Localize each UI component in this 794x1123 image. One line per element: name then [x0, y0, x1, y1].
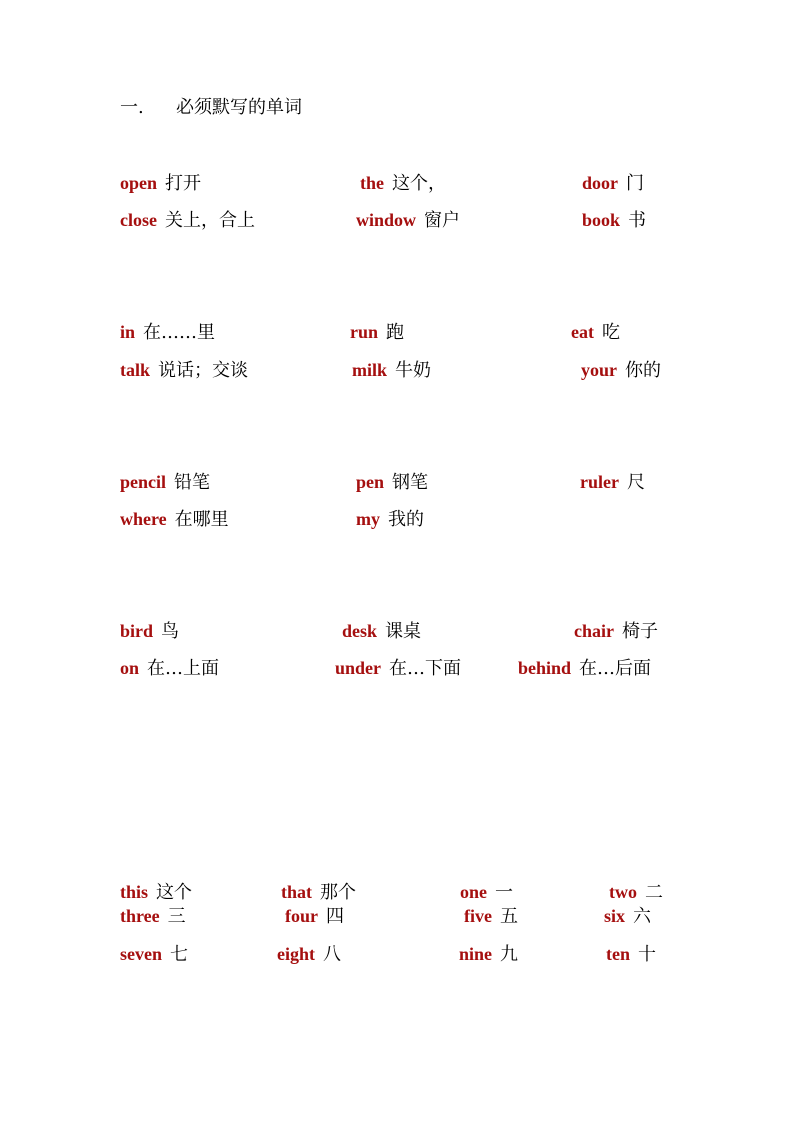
word-entry-your — [581, 358, 661, 383]
word-entry-three — [120, 904, 186, 929]
chinese-meaning: 说话；交谈 — [158, 360, 249, 381]
chinese-meaning: 椅子 — [622, 621, 658, 642]
chinese-meaning: 铅笔 — [174, 472, 211, 493]
chinese-meaning: 在…下面 — [389, 658, 462, 679]
english-word: where — [120, 509, 167, 529]
chinese-meaning: 六 — [633, 906, 652, 927]
chinese-meaning: 你的 — [625, 360, 661, 381]
english-word: close — [120, 210, 157, 230]
word-entry-ruler — [580, 470, 645, 495]
chinese-meaning: 门 — [626, 173, 644, 194]
word-entry-seven — [120, 942, 188, 967]
word-entry-my — [356, 507, 424, 532]
section-heading — [120, 96, 302, 120]
english-word: seven — [120, 944, 162, 964]
english-word: the — [360, 173, 384, 193]
chinese-meaning: 十 — [638, 944, 656, 965]
word-entry-pen — [356, 470, 428, 495]
chinese-meaning: 吃 — [601, 322, 620, 343]
word-entry-window — [356, 208, 460, 233]
english-word: eight — [277, 944, 315, 964]
chinese-meaning: 在哪里 — [174, 509, 229, 530]
english-word: window — [356, 210, 417, 230]
chinese-meaning: 跑 — [386, 322, 405, 343]
english-word: run — [350, 322, 379, 342]
chinese-meaning: 这个 — [156, 882, 193, 903]
chinese-meaning: 九 — [500, 944, 519, 965]
word-entry-talk — [120, 358, 248, 383]
chinese-meaning: 一 — [495, 882, 513, 903]
chinese-meaning: 鸟 — [161, 621, 180, 642]
chinese-meaning: 那个 — [320, 882, 356, 903]
english-word: two — [609, 882, 637, 902]
english-word: chair — [574, 621, 614, 641]
english-word: one — [460, 882, 487, 902]
english-word: under — [335, 658, 382, 678]
english-word: behind — [518, 658, 572, 678]
word-entry-this — [120, 880, 192, 905]
english-word: on — [120, 658, 140, 678]
chinese-meaning: 二 — [645, 882, 663, 903]
chinese-meaning: 书 — [628, 210, 647, 231]
word-entry-under — [335, 656, 461, 681]
word-entry-bird — [120, 619, 179, 644]
word-entry-ten — [606, 942, 656, 967]
english-word: open — [120, 173, 158, 193]
word-entry-in — [120, 320, 215, 345]
word-entry-that — [281, 880, 356, 905]
section-number: 一. — [120, 97, 144, 118]
section-title: 必须默写的单词 — [176, 97, 302, 118]
english-word: in — [120, 322, 136, 342]
chinese-meaning: 在…后面 — [579, 658, 652, 679]
word-entry-behind — [518, 656, 651, 681]
word-entry-pencil — [120, 470, 210, 495]
english-word: four — [285, 906, 318, 926]
word-entry-six — [604, 904, 651, 929]
chinese-meaning: 八 — [323, 944, 341, 965]
word-entry-run — [350, 320, 404, 345]
word-entry-one — [460, 880, 513, 905]
word-entry-two — [609, 880, 663, 905]
chinese-meaning: 三 — [167, 906, 186, 927]
chinese-meaning: 五 — [499, 906, 518, 927]
chinese-meaning: 牛奶 — [395, 360, 432, 381]
english-word: desk — [342, 621, 378, 641]
english-word: pen — [356, 472, 385, 492]
chinese-meaning: 四 — [326, 906, 344, 927]
word-entry-four — [285, 904, 344, 929]
english-word: bird — [120, 621, 154, 641]
chinese-meaning: 我的 — [388, 509, 424, 530]
english-word: six — [604, 906, 626, 926]
english-word: book — [582, 210, 621, 230]
chinese-meaning: 这个， — [392, 173, 446, 194]
chinese-meaning: 七 — [170, 944, 188, 965]
chinese-meaning: 关上，合上 — [164, 210, 255, 231]
word-entry-eat — [571, 320, 620, 345]
word-entry-nine — [459, 942, 518, 967]
english-word: door — [582, 173, 618, 193]
english-word: ten — [606, 944, 630, 964]
word-entry-milk — [352, 358, 431, 383]
chinese-meaning: 课桌 — [385, 621, 422, 642]
word-entry-door — [582, 171, 644, 196]
word-entry-close — [120, 208, 255, 233]
word-entry-desk — [342, 619, 421, 644]
english-word: eat — [571, 322, 594, 342]
chinese-meaning: 在…上面 — [147, 658, 220, 679]
word-entry-book — [582, 208, 646, 233]
chinese-meaning: 尺 — [626, 472, 645, 493]
english-word: pencil — [120, 472, 167, 492]
chinese-meaning: 钢笔 — [392, 472, 429, 493]
english-word: that — [281, 882, 312, 902]
word-entry-eight — [277, 942, 341, 967]
word-entry-chair — [574, 619, 658, 644]
english-word: ruler — [580, 472, 619, 492]
english-word: my — [356, 509, 380, 529]
chinese-meaning: 在……里 — [143, 322, 216, 343]
word-entry-where — [120, 507, 229, 532]
english-word: nine — [459, 944, 493, 964]
english-word: milk — [352, 360, 388, 380]
english-word: talk — [120, 360, 151, 380]
english-word: this — [120, 882, 149, 902]
english-word: five — [464, 906, 492, 926]
english-word: your — [581, 360, 617, 380]
word-entry-on — [120, 656, 219, 681]
word-entry-the — [360, 171, 446, 196]
word-entry-open — [120, 171, 201, 196]
english-word: three — [120, 906, 160, 926]
word-entry-five — [464, 904, 518, 929]
chinese-meaning: 窗户 — [424, 210, 461, 231]
chinese-meaning: 打开 — [165, 173, 202, 194]
